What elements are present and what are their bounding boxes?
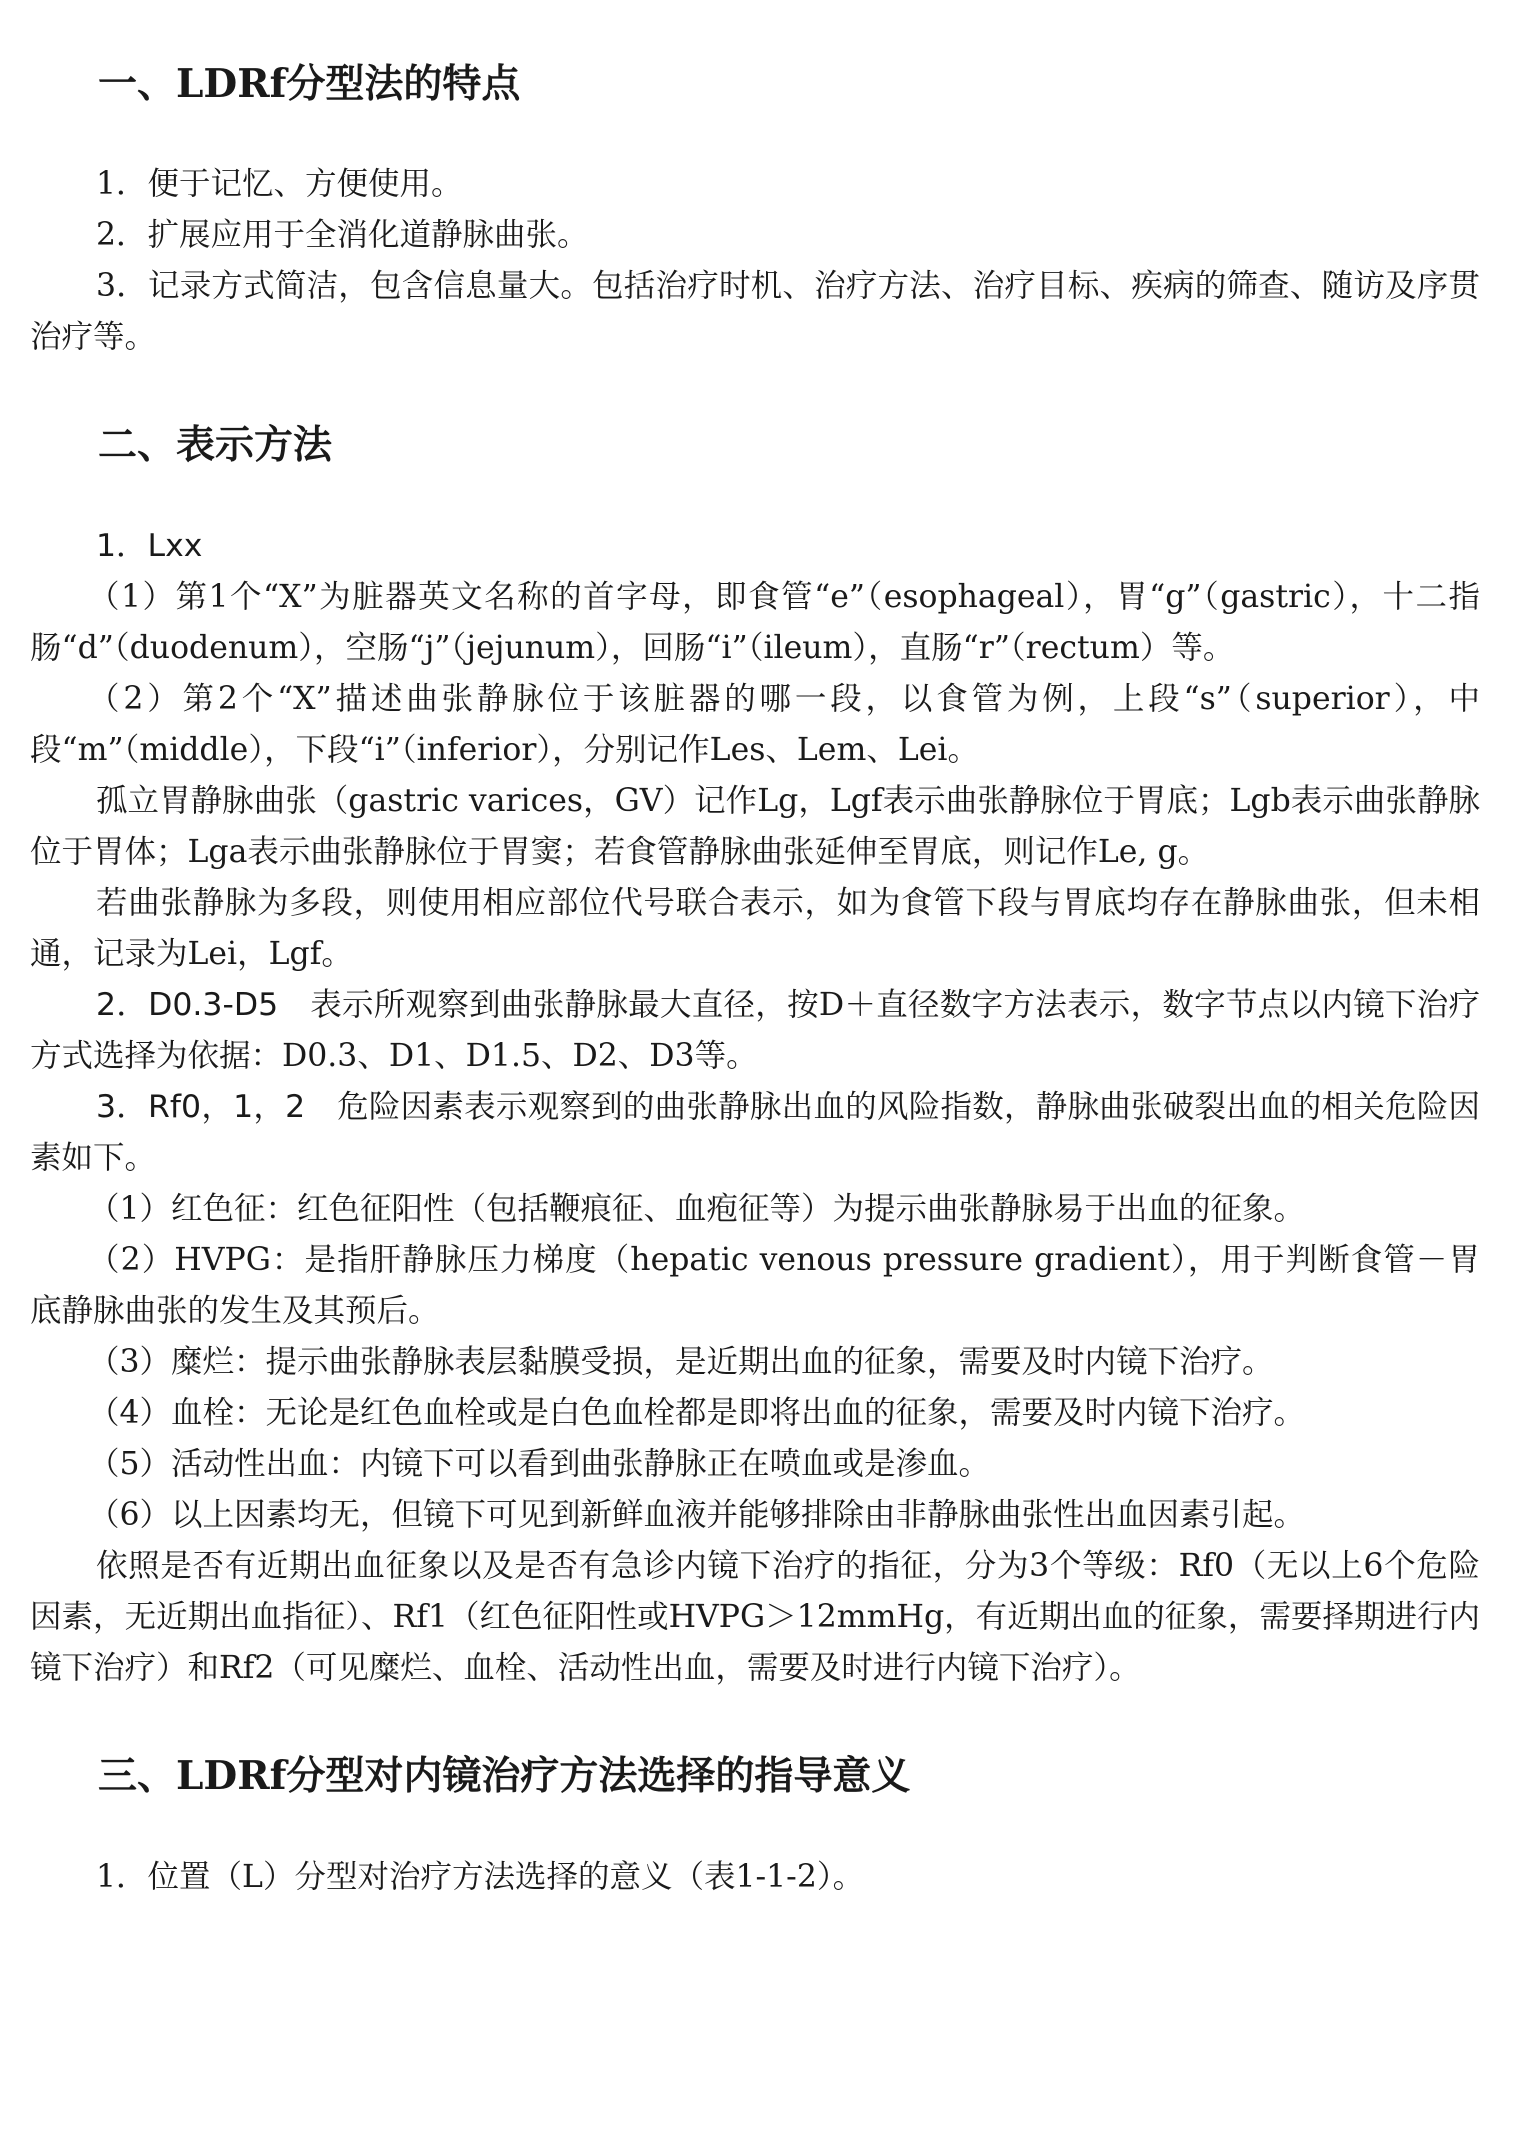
section-heading-3: 三、LDRf分型对内镜治疗方法选择的指导意义	[98, 1753, 911, 1799]
paragraph: 2．扩展应用于全消化道静脉曲张。	[96, 217, 589, 253]
paragraph: 1．便于记忆、方便使用。	[96, 166, 463, 202]
section-heading-1: 一、LDRf分型法的特点	[98, 61, 521, 107]
paragraph: （5）活动性出血：内镜下可以看到曲张静脉正在喷血或是渗血。	[88, 1446, 991, 1482]
paragraph: （1）红色征：红色征阳性（包括鞭痕征、血疱征等）为提示曲张静脉易于出血的征象。	[88, 1191, 1306, 1227]
paragraph: （1）第1个“X”为脏器英文名称的首字母，即食管“e”（esophageal），胃“g”（gastric），十二指肠“d”（duodenum），空肠“j”（jejunum），回肠“i”（ileum），直肠“r”（rectum）等。	[30, 579, 1480, 666]
paragraph: 3．记录方式简洁，包含信息量大。包括治疗时机、治疗方法、治疗目标、疾病的筛查、随访及序贯治疗等。	[30, 268, 1480, 355]
paragraph: （2）HVPG：是指肝静脉压力梯度（hepatic venous pressure gradient），用于判断食管－胃底静脉曲张的发生及其预后。	[30, 1242, 1480, 1329]
paragraph: 孤立胃静脉曲张（gastric varices，GV）记作Lg，Lgf表示曲张静脉位于胃底；Lgb表示曲张静脉位于胃体；Lga表示曲张静脉位于胃窦；若食管静脉曲张延伸至胃底，则记作Le, g。	[30, 783, 1480, 870]
subheading-rf: 3．Rf0，1，2	[96, 1089, 306, 1125]
paragraph-d	[30, 980, 1480, 1082]
paragraph: （4）血栓：无论是红色血栓或是白色血栓都是即将出血的征象，需要及时内镜下治疗。	[88, 1395, 1306, 1431]
paragraph: （6）以上因素均无，但镜下可见到新鲜血液并能够排除由非静脉曲张性出血因素引起。	[88, 1497, 1306, 1533]
paragraph-text: 表示所观察到曲张静脉最大直径，按D＋直径数字方法表示，数字节点以内镜下治疗方式选择为依据：D0.3、D1、D1.5、D2、D3等。	[30, 987, 1480, 1074]
paragraph: （3）糜烂：提示曲张静脉表层黏膜受损，是近期出血的征象，需要及时内镜下治疗。	[88, 1344, 1274, 1380]
paragraph: 1．位置（L）分型对治疗方法选择的意义（表1-1-2）。	[96, 1859, 865, 1895]
paragraph: 依照是否有近期出血征象以及是否有急诊内镜下治疗的指征，分为3个等级：Rf0（无以上6个危险因素，无近期出血指征）、Rf1（红色征阳性或HVPG＞12mmHg，有近期出血的征象，需要择期进行内镜下治疗）和Rf2（可见糜烂、血栓、活动性出血，需要及时进行内镜下治疗）。	[30, 1548, 1480, 1686]
paragraph-rf	[30, 1082, 1480, 1184]
section-heading-2: 二、表示方法	[98, 422, 333, 468]
paragraph-text: 危险因素表示观察到的曲张静脉出血的风险指数，静脉曲张破裂出血的相关危险因素如下。	[30, 1089, 1480, 1176]
subheading-lxx: 1．Lxx	[96, 528, 203, 564]
paragraph: 若曲张静脉为多段，则使用相应部位代号联合表示，如为食管下段与胃底均存在静脉曲张，但未相通，记录为Lei，Lgf。	[30, 885, 1480, 972]
subheading-d: 2．D0.3-D5	[96, 987, 279, 1023]
paragraph: （2）第2个“X”描述曲张静脉位于该脏器的哪一段，以食管为例，上段“s”（superior），中段“m”（middle），下段“i”（inferior），分别记作Les、Lem、Lei。	[30, 681, 1480, 768]
